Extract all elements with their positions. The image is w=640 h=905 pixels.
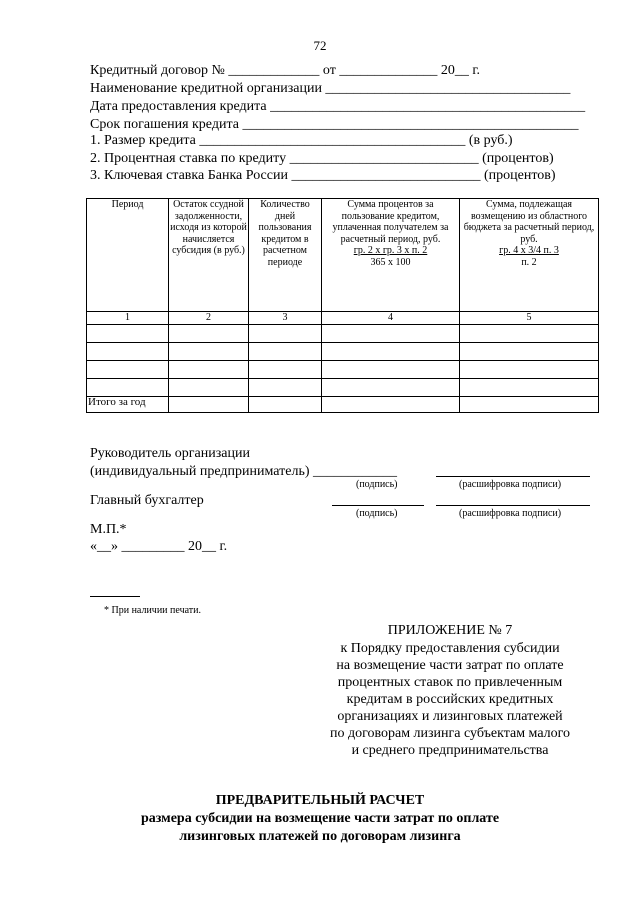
appendix-line: организациях и лизинговых платежей	[337, 709, 563, 724]
accountant-title: Главный бухгалтер	[90, 493, 204, 508]
column-number: 2	[169, 312, 249, 325]
field-interest-rate: 2. Процентная ставка по кредиту ___________________________ (процентов)	[90, 151, 554, 166]
header-loan-balance: Остаток ссудной задолженности, исходя из которой начисляется субсидия (в руб.)	[169, 199, 249, 312]
caption-signature: (подпись)	[356, 508, 398, 519]
header-interest-formula-bottom: 365 х 100	[370, 256, 411, 268]
stamp-place: М.П.*	[90, 522, 127, 537]
caption-signature: (подпись)	[356, 479, 398, 490]
page-number: 72	[313, 38, 327, 53]
accountant-decode-line	[436, 505, 590, 506]
column-number: 5	[460, 312, 599, 325]
caption-decode: (расшифровка подписи)	[459, 479, 562, 490]
total-row	[87, 396, 599, 412]
appendix-line: по договорам лизинга субъектам малого	[329, 726, 571, 741]
table-row	[87, 324, 599, 342]
field-credit-organization: Наименование кредитной организации ___________________________________	[90, 81, 571, 96]
header-days: Количество дней пользования кредитом в расчетном периоде	[249, 199, 322, 312]
appendix-line: к Порядку предоставления субсидии	[340, 641, 560, 656]
header-subsidy-sum	[460, 199, 599, 312]
header-period: Период	[87, 199, 169, 312]
header-interest-formula-top: гр. 2 х гр. 3 х п. 2	[353, 245, 428, 256]
header-subsidy-formula-bottom: п. 2	[521, 256, 537, 268]
total-label: Итого за год	[87, 396, 169, 412]
document-subtitle-line1: размера субсидии на возмещение части затрат по оплате	[140, 811, 500, 826]
field-repayment-term: Срок погашения кредита ________________________________________________	[90, 117, 579, 132]
caption-decode: (расшифровка подписи)	[459, 508, 562, 519]
table-row	[87, 378, 599, 396]
decode-line	[436, 476, 590, 477]
field-loan-date: Дата предоставления кредита _____________________________________________	[90, 99, 586, 114]
accountant-signature-line	[332, 505, 424, 506]
column-number: 1	[87, 312, 169, 325]
footnote-separator	[90, 596, 140, 597]
signing-date: «__» _________ 20__ г.	[90, 539, 228, 554]
footnote: * При наличии печати.	[104, 605, 201, 616]
table-row	[87, 360, 599, 378]
field-key-rate: 3. Ключевая ставка Банка России ___________________________ (процентов)	[90, 168, 556, 183]
calculation-table	[86, 198, 599, 413]
appendix-line: процентных ставок по привлеченным	[337, 675, 563, 690]
field-loan-amount: 1. Размер кредита ______________________________________ (в руб.)	[90, 133, 513, 148]
document-title: ПРЕДВАРИТЕЛЬНЫЙ РАСЧЕТ	[215, 793, 425, 808]
appendix-line: и среднего предпринимательства	[351, 743, 549, 758]
table-header-row	[87, 199, 599, 312]
appendix-title: ПРИЛОЖЕНИЕ № 7	[387, 623, 513, 638]
header-interest-sum	[322, 199, 460, 312]
header-subsidy-formula-top: гр. 4 х 3/4 п. 3	[499, 245, 559, 256]
table-row	[87, 342, 599, 360]
header-subsidy-text: Сумма, подлежащая возмещению из областного бюджета за расчетный период, руб.	[463, 199, 595, 245]
head-title: Руководитель организации	[90, 446, 250, 461]
column-number: 3	[249, 312, 322, 325]
column-number: 4	[322, 312, 460, 325]
head-entrepreneur: (индивидуальный предприниматель) ____________	[90, 464, 397, 479]
column-number-row	[87, 312, 599, 325]
document-subtitle-line2: лизинговых платежей по договорам лизинга	[179, 829, 461, 844]
appendix-line: на возмещение части затрат по оплате	[336, 658, 564, 673]
appendix-line: кредитам в российских кредитных	[346, 692, 554, 707]
header-interest-text: Сумма процентов за пользование кредитом, уплаченная получателем за расчетный период, руб.	[332, 199, 449, 245]
field-loan-agreement: Кредитный договор № _____________ от ______________ 20__ г.	[90, 63, 480, 78]
